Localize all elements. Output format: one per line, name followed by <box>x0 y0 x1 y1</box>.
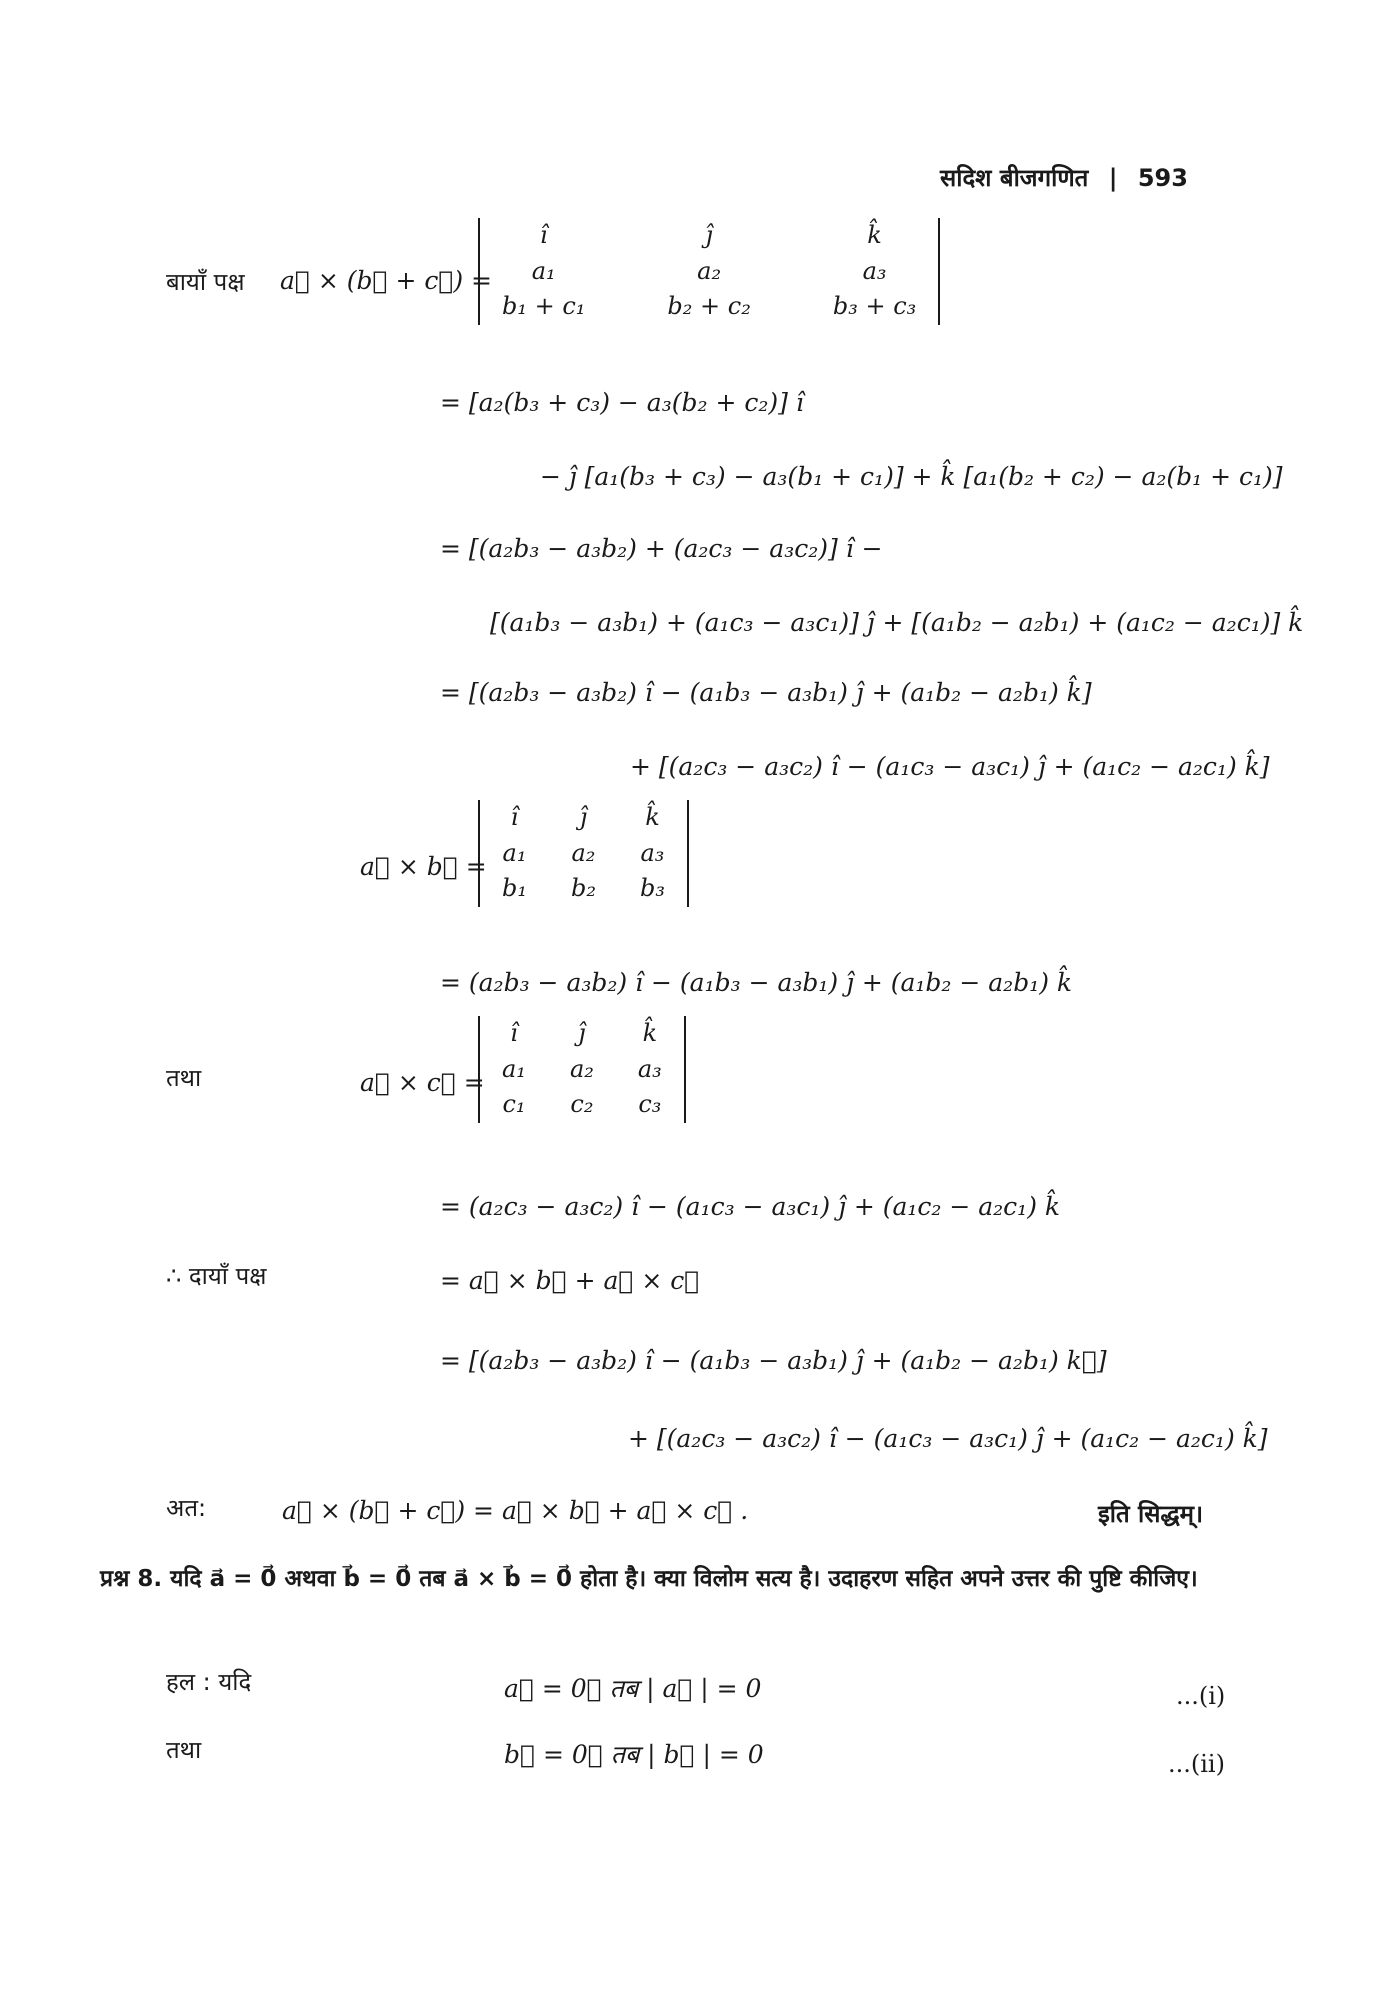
solution-also-label: तथा <box>166 1736 202 1764</box>
expansion-line-5: = [(a₂b₃ − a₃b₂) î − (a₁b₃ − a₃b₁) ĵ + (a₁b₂ − a₂b₁) k̂] <box>440 678 1092 707</box>
det-cell: ĵ <box>579 803 588 831</box>
eq-tag-2: ...(ii) <box>1168 1750 1225 1778</box>
determinant-2 <box>478 800 689 907</box>
det-cell: a₃ <box>640 838 665 867</box>
lhs-label: बायाँ पक्ष <box>166 268 245 296</box>
axc-expression: a⃗ × c⃗ = <box>360 1068 485 1097</box>
det-cell: ĵ <box>578 1019 586 1047</box>
axb-result: = (a₂b₃ − a₃b₂) î − (a₁b₃ − a₃b₁) ĵ + (a₁b₂ − a₂b₁) k̂ <box>440 968 1073 997</box>
expansion-line-6: + [(a₂c₃ − a₃c₂) î − (a₁c₃ − a₃c₁) ĵ + (a₁c₂ − a₂c₁) k̂] <box>630 752 1270 781</box>
det-cell: b₁ <box>502 874 527 903</box>
determinant-1 <box>478 218 940 325</box>
lhs-expression: a⃗ × (b⃗ + c⃗) = <box>280 266 492 295</box>
det-cell: c₂ <box>570 1090 594 1119</box>
det-cell: a₃ <box>637 1054 662 1083</box>
det-cell: b₁ + c₁ <box>502 292 586 321</box>
det-cell: î <box>539 221 548 249</box>
hence-expression: a⃗ × (b⃗ + c⃗) = a⃗ × b⃗ + a⃗ × c⃗ . <box>282 1496 749 1525</box>
axc-result: = (a₂c₃ − a₃c₂) î − (a₁c₃ − a₃c₁) ĵ + (a₁c₂ − a₂c₁) k̂ <box>440 1192 1061 1221</box>
rhs-expression: = a⃗ × b⃗ + a⃗ × c⃗ <box>440 1266 700 1295</box>
det-cell: a₂ <box>569 1054 594 1083</box>
rhs-line-1: = [(a₂b₃ − a₃b₂) î − (a₁b₃ − a₃b₁) ĵ + (a₁b₂ − a₂b₁) k⃗] <box>440 1346 1107 1375</box>
det1-row <box>480 254 938 290</box>
det-cell: k̂ <box>642 1019 658 1047</box>
page-number: 593 <box>1137 164 1188 192</box>
det-cell: b₃ + c₃ <box>832 292 917 321</box>
chapter-title: सदिश बीजगणित <box>940 164 1089 192</box>
det-cell: a₁ <box>502 838 527 867</box>
det1-row <box>480 218 938 254</box>
header-separator: | <box>1108 164 1118 192</box>
det-cell: a₃ <box>862 256 887 285</box>
solution-eq-1: a⃗ = 0⃗ तब | a⃗ | = 0 <box>504 1674 762 1703</box>
det-cell: î <box>510 803 519 831</box>
det3-row <box>480 1016 684 1052</box>
expansion-line-3: = [(a₂b₃ − a₃b₂) + (a₂c₃ − a₃c₂)] î − <box>440 534 883 563</box>
det2-row <box>480 800 687 836</box>
eq-tag-1: ...(i) <box>1176 1682 1226 1710</box>
det-cell: ĵ <box>705 221 713 249</box>
determinant-3 <box>478 1016 686 1123</box>
hence-label: अत: <box>166 1494 207 1522</box>
det-cell: b₂ + c₂ <box>667 292 751 321</box>
det3-row <box>480 1052 684 1088</box>
expansion-line-4: [(a₁b₃ − a₃b₁) + (a₁c₃ − a₃c₁)] ĵ + [(a₁b₂ − a₂b₁) + (a₁c₂ − a₂c₁)] k̂ <box>490 608 1304 637</box>
solution-eq-2: b⃗ = 0⃗ तब | b⃗ | = 0 <box>504 1740 764 1769</box>
rhs-label: ∴ दायाँ पक्ष <box>166 1262 267 1290</box>
det-cell: c₃ <box>638 1090 662 1119</box>
det-cell: a₁ <box>531 256 556 285</box>
det-cell: k̂ <box>645 803 660 831</box>
qed-mark: इति सिद्धम्। <box>1098 1500 1204 1528</box>
det2-row <box>480 871 687 907</box>
det-cell: a₂ <box>697 256 722 285</box>
det-cell: b₂ <box>570 874 596 903</box>
expansion-line-2: − ĵ [a₁(b₃ + c₃) − a₃(b₁ + c₁)] + k̂ [a₁(b₂ + c₂) − a₂(b₁ + c₁)] <box>540 462 1283 491</box>
rhs-line-2: + [(a₂c₃ − a₃c₂) î − (a₁c₃ − a₃c₁) ĵ + (a₁c₂ − a₂c₁) k̂] <box>628 1424 1268 1453</box>
running-header <box>940 164 1188 193</box>
det-cell: k̂ <box>867 221 882 249</box>
det-cell: c₁ <box>502 1090 526 1119</box>
det3-row <box>480 1087 684 1123</box>
det1-row <box>480 289 938 325</box>
question-8: प्रश्न 8. यदि a⃗ = 0⃗ अथवा b⃗ = 0⃗ तब a⃗ × b⃗ = 0⃗ होता है। क्या विलोम सत्य है। उदाहरण सहित अपने उत्तर की पुष्टि कीजिए। <box>100 1566 1198 1592</box>
det-cell: î <box>510 1019 518 1047</box>
axb-expression: a⃗ × b⃗ = <box>360 852 487 881</box>
also-label: तथा <box>166 1064 202 1092</box>
det-cell: a₁ <box>502 1054 526 1083</box>
det2-row <box>480 836 687 872</box>
expansion-line-1: = [a₂(b₃ + c₃) − a₃(b₂ + c₂)] î <box>440 388 804 417</box>
det-cell: a₂ <box>571 838 596 867</box>
solution-label: हल : यदि <box>166 1668 252 1696</box>
det-cell: b₃ <box>639 874 665 903</box>
